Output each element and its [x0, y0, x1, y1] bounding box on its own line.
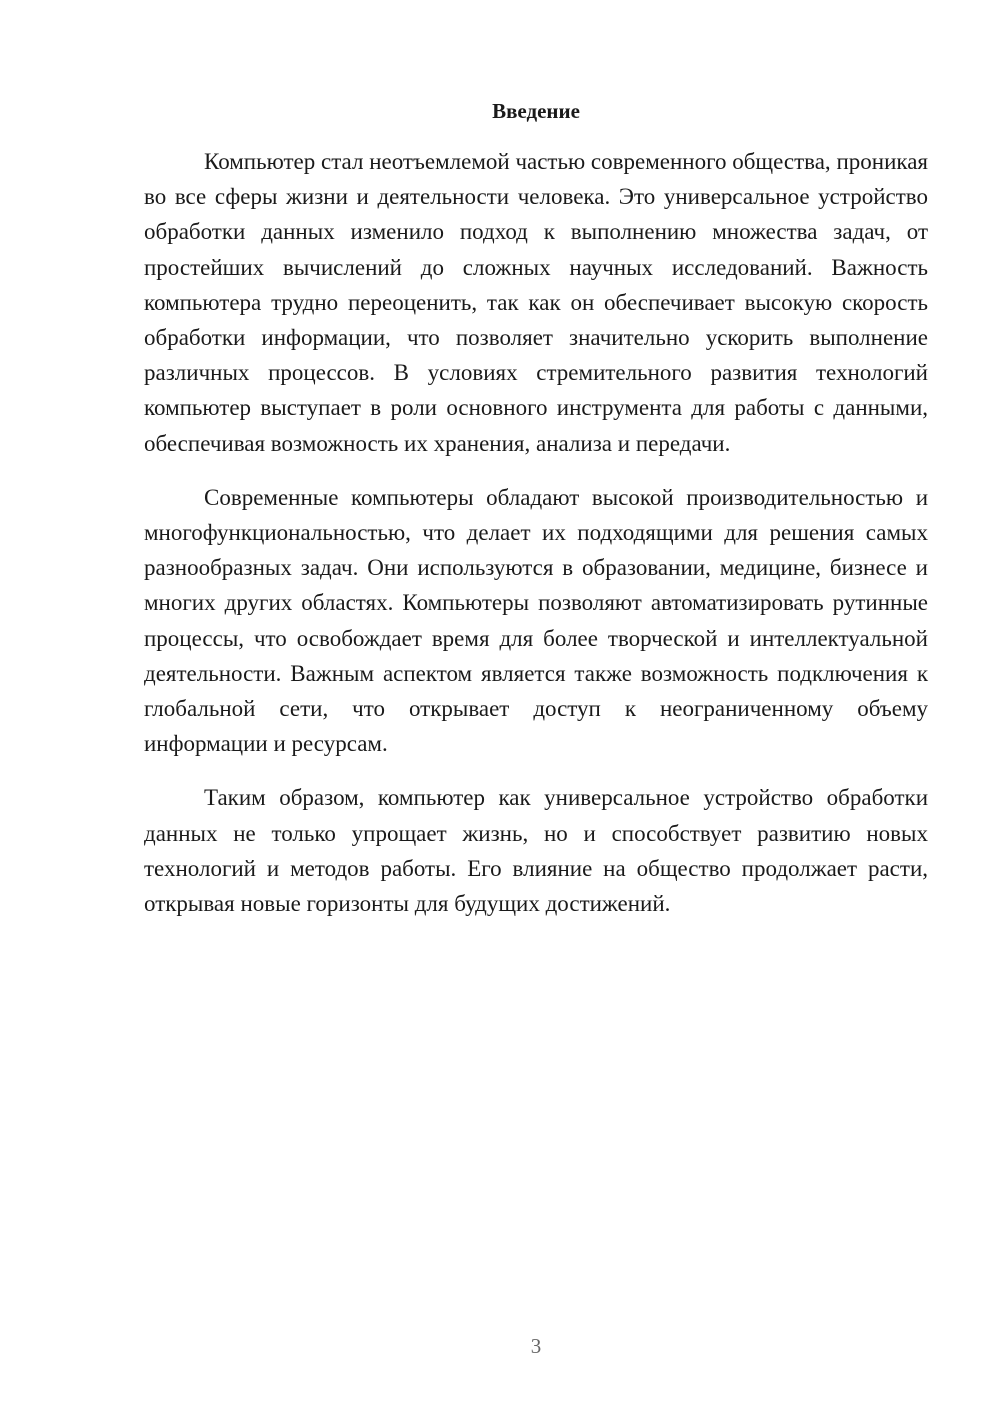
paragraph-2: Современные компьютеры обладают высокой производительностью и многофункциональностью, что делает их подходящими для решения самых разнообразных задач. Они используются в образовании, медицине, бизнесе и многих других областях. Компьютеры позволяют автоматизировать рутинные процессы, что освобождает время для более творческой и интеллектуальной деятельности. Важным аспектом является также возможность подключения к глобальной сети, что открывает доступ к неограниченному объему информации и ресурсам. — [144, 484, 928, 757]
section-title: Введение — [492, 99, 580, 123]
paragraph-1: Компьютер стал неотъемлемой частью современного общества, проникая во все сферы жизни и деятельности человека. Это универсальное устройство обработки данных изменило подход к выполнению множества задач, от простейших вычислений до сложных научных исследований. Важность компьютера трудно переоценить, так как он обеспечивает высокую скорость обработки информации, что позволяет значительно ускорить выполнение различных процессов. В условиях стремительного развития технологий компьютер выступает в роли основного инструмента для работы с данными, обеспечивая возможность их хранения, анализа и передачи. — [144, 149, 928, 456]
body-text — [144, 144, 928, 921]
page-number: 3 — [530, 1334, 542, 1358]
paragraph-3: Таким образом, компьютер как универсальное устройство обработки данных не только упрощает жизнь, но и способствует развитию новых технологий и методов работы. Его влияние на общество продолжает расти, открывая новые горизонты для будущих достижений. — [144, 785, 928, 917]
